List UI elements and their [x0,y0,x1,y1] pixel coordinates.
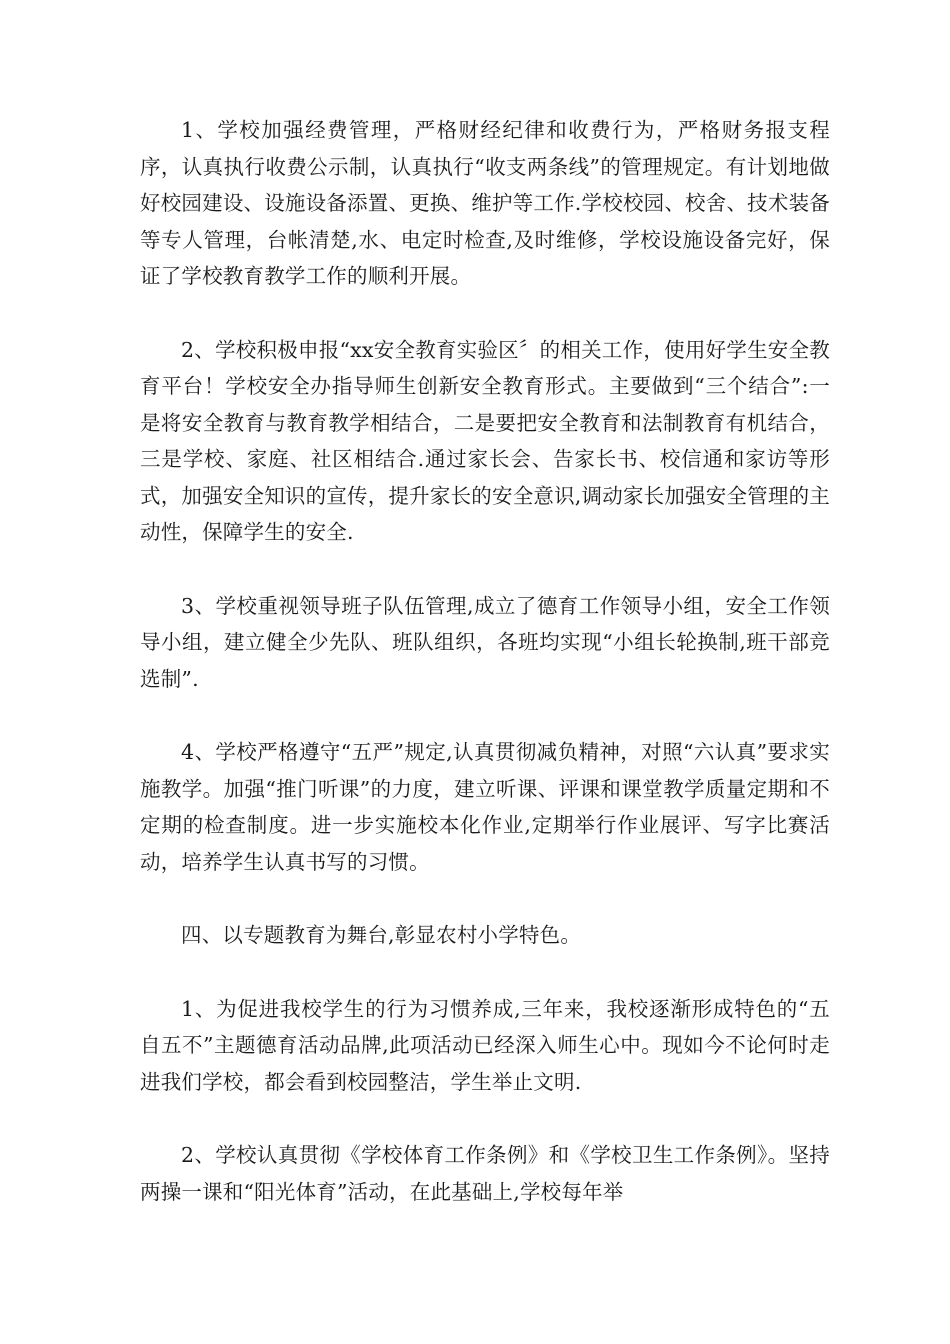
paragraph-behavior-habits: 1、为促进我校学生的行为习惯养成,三年来，我校逐渐形成特色的“五自五不”主题德育活动品牌,此项活动已经深入师生心中。现如今不论何时走进我们学校，都会看到校园整洁，学生举止文明. [140,996,830,1094]
paragraph-teaching-standards: 4、学校严格遵守“五严”规定,认真贯彻减负精神，对照“六认真”要求实施教学。加强“推门听课”的力度，建立听课、评课和课堂教学质量定期和不定期的检查制度。进一步实施校本化作业,定期举行作业展评、写字比赛活动，培养学生认真书写的习惯。 [140,740,830,874]
section-heading-special-education: 四、以专题教育为舞台,彰显农村小学特色。 [181,923,582,947]
document-body [140,112,830,1210]
paragraph-finance-management: 1、学校加强经费管理，严格财经纪律和收费行为，严格财务报支程序，认真执行收费公示制，认真执行“收支两条线”的管理规定。有计划地做好校园建设、设施设备添置、更换、维护等工作.学校校园、校舍、技术装备等专人管理，台帐清楚,水、电定时检查,及时维修，学校设施设备完好，保证了学校教育教学工作的顺利开展。 [140,118,830,288]
paragraph-physical-education: 2、学校认真贯彻《学校体育工作条例》和《学校卫生工作条例》。坚持两操一课和“阳光体育”活动，在此基础上,学校每年举 [140,1143,830,1204]
paragraph-safety-education: 2、学校积极申报“xx安全教育实验区〞的相关工作，使用好学生安全教育平台！学校安全办指导师生创新安全教育形式。主要做到“三个结合”:一是将安全教育与教育教学相结合，二是要把安全教育和法制教育有机结合，三是学校、家庭、社区相结合.通过家长会、告家长书、校信通和家访等形式，加强安全知识的宣传，提升家长的安全意识,调动家长加强安全管理的主动性，保障学生的安全. [140,337,830,544]
paragraph-leadership-management: 3、学校重视领导班子队伍管理,成立了德育工作领导小组，安全工作领导小组，建立健全少先队、班队组织，各班均实现“小组长轮换制,班干部竞选制”. [140,593,830,691]
